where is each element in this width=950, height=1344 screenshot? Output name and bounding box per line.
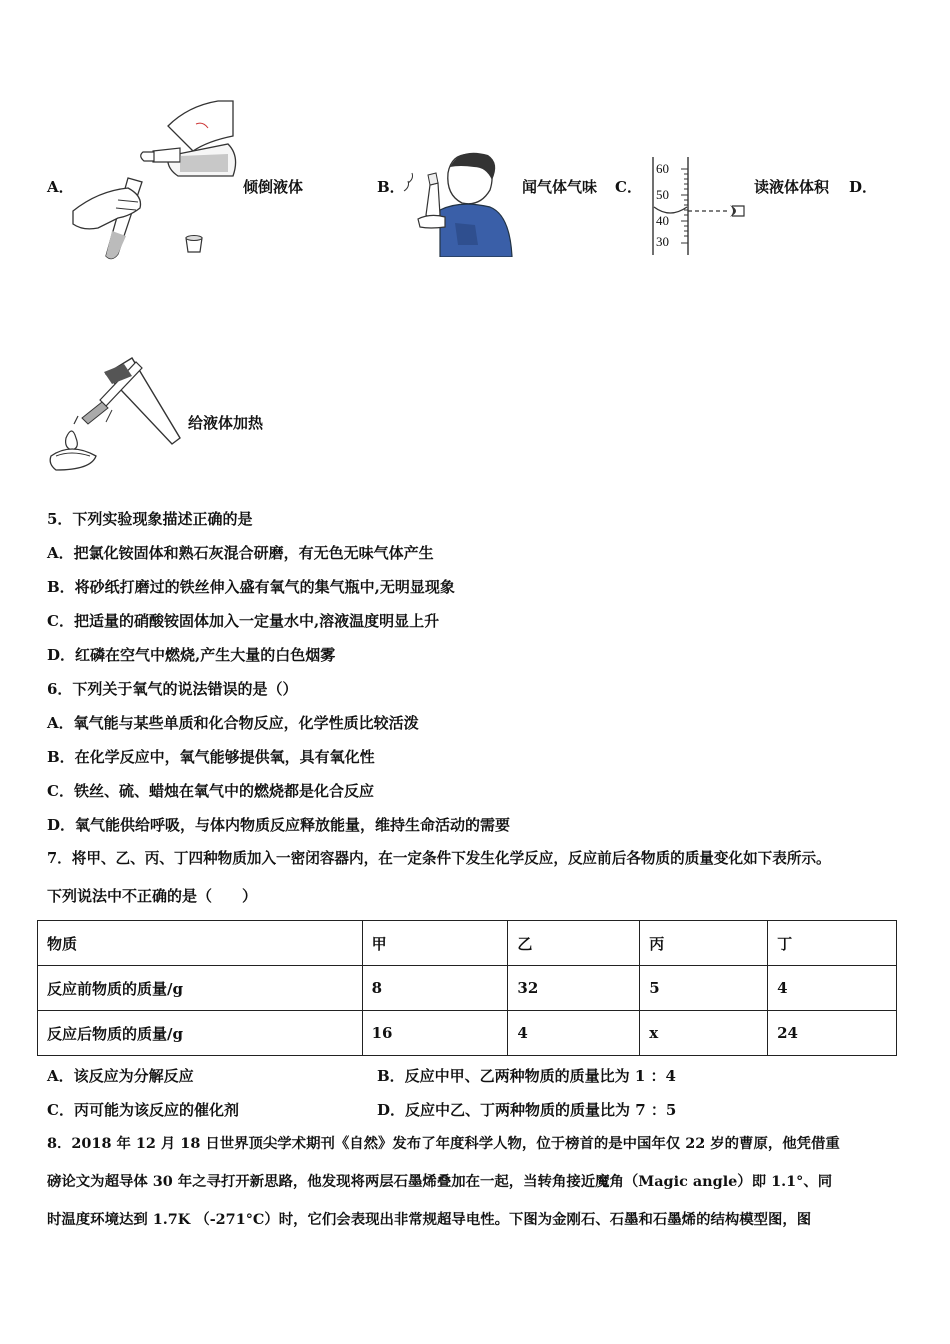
graduated-cylinder-illustration (648, 155, 753, 259)
table-header-cell: 丙 (640, 921, 768, 966)
table-header-cell: 丁 (768, 921, 897, 966)
q6-stem: 6．下列关于氧气的说法错误的是（） (47, 680, 298, 698)
table-cell: x (640, 1011, 768, 1056)
table-cell: 32 (508, 966, 640, 1011)
table-row (38, 1011, 897, 1056)
tick-label-40: 40 (656, 213, 669, 228)
q7-stem-line2: 下列说法中不正确的是（ ） (47, 887, 258, 905)
table-cell: 反应前物质的质量/g (38, 966, 363, 1011)
q5-option-c: C．把适量的硝酸铵固体加入一定量水中,溶液温度明显上升 (47, 612, 440, 630)
option-a-caption: 倾倒液体 (243, 178, 304, 196)
smelling-gas-illustration (400, 145, 520, 257)
tick-label-60: 60 (656, 161, 669, 176)
option-letter-a: A． (47, 178, 74, 196)
table-cell: 8 (362, 966, 508, 1011)
table-header-cell: 甲 (362, 921, 508, 966)
option-letter-d: D． (849, 178, 878, 196)
q7-option-c: C．丙可能为该反应的催化剂 (47, 1101, 239, 1119)
q5-option-d: D．红磷在空气中燃烧,产生大量的白色烟雾 (47, 646, 336, 664)
q8-line-3: 时温度环境达到 1.7K （-271°C）时，它们会表现出非常规超导电性。下图为金刚石、石墨和石墨烯的结构模型图，图 (47, 1211, 812, 1228)
q5-stem: 5．下列实验现象描述正确的是 (47, 510, 253, 528)
q7-option-d: D．反应中乙、丁两种物质的质量比为 7 ：5 (377, 1101, 677, 1119)
pouring-liquid-illustration (68, 96, 238, 261)
q7-stem-line1: 7．将甲、乙、丙、丁四种物质加入一密闭容器内，在一定条件下发生化学反应，反应前后各物质的质量变化如下表所示。 (47, 850, 831, 867)
tick-label-30: 30 (656, 234, 669, 249)
option-b-caption: 闻气体气味 (522, 178, 598, 196)
q6-option-c: C．铁丝、硫、蜡烛在氧气中的燃烧都是化合反应 (47, 782, 374, 800)
table-header-row (38, 921, 897, 966)
q6-option-d: D．氧气能供给呼吸，与体内物质反应释放能量，维持生命活动的需要 (47, 816, 511, 834)
heating-liquid-illustration (46, 352, 186, 474)
table-cell: 反应后物质的质量/g (38, 1011, 363, 1056)
option-d-caption: 给液体加热 (188, 414, 264, 432)
table-header-cell: 物质 (38, 921, 363, 966)
q8-line-2: 磅论文为超导体 30 年之寻打开新思路，他发现将两层石墨烯叠加在一起，当转角接近魔角（Magic angle）即 1.1°、同 (47, 1173, 833, 1190)
option-letter-b: B． (377, 178, 405, 196)
table-cell: 16 (362, 1011, 508, 1056)
table-header-cell: 乙 (508, 921, 640, 966)
tick-label-50: 50 (656, 187, 669, 202)
table-row (38, 966, 897, 1011)
q7-option-b: B．反应中甲、乙两种物质的质量比为 1 ：4 (377, 1067, 676, 1085)
table-cell: 4 (768, 966, 897, 1011)
q8-line-1: 8．2018 年 12 月 18 日世界顶尖学术期刊《自然》发布了年度科学人物，位于榜首的是中国年仅 22 岁的曹原，他凭借重 (47, 1135, 840, 1152)
option-c-caption: 读液体体积 (754, 178, 830, 196)
q5-option-b: B．将砂纸打磨过的铁丝伸入盛有氧气的集气瓶中,无明显现象 (47, 578, 455, 596)
table-cell: 4 (508, 1011, 640, 1056)
q6-option-a: A．氧气能与某些单质和化合物反应，化学性质比较活泼 (47, 714, 419, 732)
option-letter-c: C． (615, 178, 642, 196)
q6-option-b: B．在化学反应中，氧气能够提供氧，具有氧化性 (47, 748, 375, 766)
table-cell: 24 (768, 1011, 897, 1056)
q7-option-a: A．该反应为分解反应 (47, 1067, 194, 1085)
q5-option-a: A．把氯化铵固体和熟石灰混合研磨，有无色无味气体产生 (47, 544, 434, 562)
table-cell: 5 (640, 966, 768, 1011)
mass-change-table (37, 920, 897, 1056)
